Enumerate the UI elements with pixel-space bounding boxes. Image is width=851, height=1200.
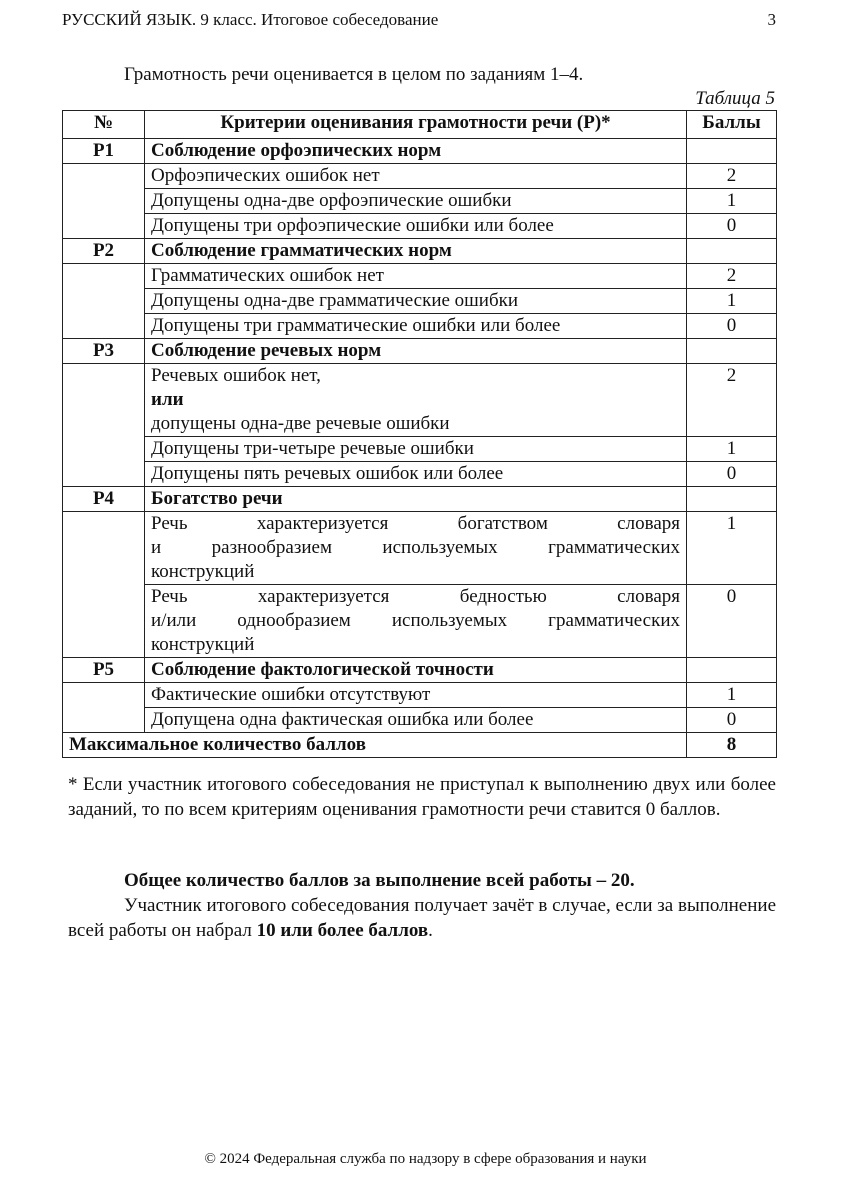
table-row xyxy=(63,585,777,658)
table-row xyxy=(63,164,777,189)
table-row xyxy=(63,314,777,339)
pass-condition xyxy=(68,893,776,943)
level-points: 1 xyxy=(687,437,777,462)
level-text-line: и разнообразием используемых грамматических xyxy=(151,537,680,558)
level-points: 2 xyxy=(687,364,777,437)
level-text xyxy=(145,585,687,658)
criterion-row-r5 xyxy=(63,658,777,683)
table-caption: Таблица 5 xyxy=(695,88,775,109)
level-points: 1 xyxy=(687,189,777,214)
max-score-label: Максимальное количество баллов xyxy=(63,733,687,758)
level-points: 0 xyxy=(687,585,777,658)
page-number: 3 xyxy=(767,10,776,29)
pass-text-end: . xyxy=(428,920,433,941)
criterion-row-r4 xyxy=(63,487,777,512)
level-text xyxy=(145,364,687,437)
level-text-line: допущены одна-две речевые ошибки xyxy=(151,413,450,434)
level-text: Допущены три грамматические ошибки или более xyxy=(145,314,687,339)
table-row xyxy=(63,512,777,585)
criteria-table xyxy=(62,110,777,758)
code-spacer xyxy=(63,364,145,487)
pass-text: Участник итогового собеседования получает зачёт в случае, если за выполнение всей работы он набрал xyxy=(68,895,776,941)
level-text-or: или xyxy=(151,389,184,410)
col-points-header: Баллы xyxy=(687,111,777,139)
level-text: Грамматических ошибок нет xyxy=(145,264,687,289)
level-points: 1 xyxy=(687,289,777,314)
criterion-row-r1 xyxy=(63,139,777,164)
level-text xyxy=(145,512,687,585)
criterion-title: Соблюдение речевых норм xyxy=(145,339,687,364)
level-text-line: Речевых ошибок нет, xyxy=(151,365,321,386)
pass-threshold: 10 или более баллов xyxy=(256,920,429,941)
level-text-line: конструкций xyxy=(151,561,255,582)
criterion-row-r3 xyxy=(63,339,777,364)
table-row xyxy=(63,289,777,314)
table-row xyxy=(63,683,777,708)
criterion-points-empty xyxy=(687,139,777,164)
criterion-code: Р2 xyxy=(63,239,145,264)
table-row xyxy=(63,437,777,462)
table-row xyxy=(63,462,777,487)
max-score-value: 8 xyxy=(687,733,777,758)
level-points: 1 xyxy=(687,683,777,708)
level-text: Допущены одна-две грамматические ошибки xyxy=(145,289,687,314)
level-text: Допущены три-четыре речевые ошибки xyxy=(145,437,687,462)
level-points: 0 xyxy=(687,462,777,487)
code-spacer xyxy=(63,264,145,339)
table-header-row xyxy=(63,111,777,139)
table-row xyxy=(63,214,777,239)
header-title: РУССКИЙ ЯЗЫК. 9 класс. Итоговое собеседование xyxy=(62,10,439,29)
page-header xyxy=(62,9,776,31)
code-spacer xyxy=(63,683,145,733)
col-number-header: № xyxy=(63,111,145,139)
criterion-points-empty xyxy=(687,658,777,683)
col-criteria-header: Критерии оценивания грамотности речи (Р)* xyxy=(145,111,687,139)
table-row xyxy=(63,264,777,289)
code-spacer xyxy=(63,512,145,658)
criterion-code: Р3 xyxy=(63,339,145,364)
page-footer: © 2024 Федеральная служба по надзору в сфере образования и науки xyxy=(204,1151,647,1167)
criterion-code: Р1 xyxy=(63,139,145,164)
level-text-line: Речь характеризуется бедностью словаря xyxy=(151,586,680,607)
level-text: Допущены пять речевых ошибок или более xyxy=(145,462,687,487)
footnote: * Если участник итогового собеседования не приступал к выполнению двух или более заданий, то по всем критериям оценивания грамотности речи ставится 0 баллов. xyxy=(68,774,776,820)
table-row xyxy=(63,364,777,437)
table-row xyxy=(63,708,777,733)
criterion-points-empty xyxy=(687,339,777,364)
criterion-title: Богатство речи xyxy=(145,487,687,512)
criterion-row-r2 xyxy=(63,239,777,264)
level-points: 1 xyxy=(687,512,777,585)
level-text: Орфоэпических ошибок нет xyxy=(145,164,687,189)
level-points: 2 xyxy=(687,164,777,189)
criterion-title: Соблюдение фактологической точности xyxy=(145,658,687,683)
criterion-title: Соблюдение грамматических норм xyxy=(145,239,687,264)
intro-text: Грамотность речи оценивается в целом по заданиям 1–4. xyxy=(124,64,584,85)
criterion-points-empty xyxy=(687,239,777,264)
criterion-title: Соблюдение орфоэпических норм xyxy=(145,139,687,164)
level-text-line: и/или однообразием используемых грамматических xyxy=(151,610,680,631)
max-score-row xyxy=(63,733,777,758)
criterion-code: Р5 xyxy=(63,658,145,683)
level-points: 2 xyxy=(687,264,777,289)
criterion-points-empty xyxy=(687,487,777,512)
level-text: Допущены одна-две орфоэпические ошибки xyxy=(145,189,687,214)
level-points: 0 xyxy=(687,214,777,239)
table-row xyxy=(63,189,777,214)
code-spacer xyxy=(63,164,145,239)
level-text: Фактические ошибки отсутствуют xyxy=(145,683,687,708)
level-points: 0 xyxy=(687,314,777,339)
criterion-code: Р4 xyxy=(63,487,145,512)
level-text-line: Речь характеризуется богатством словаря xyxy=(151,513,680,534)
level-points: 0 xyxy=(687,708,777,733)
level-text: Допущена одна фактическая ошибка или более xyxy=(145,708,687,733)
level-text-line: конструкций xyxy=(151,634,255,655)
total-score-heading: Общее количество баллов за выполнение всей работы – 20. xyxy=(124,870,635,891)
level-text: Допущены три орфоэпические ошибки или более xyxy=(145,214,687,239)
